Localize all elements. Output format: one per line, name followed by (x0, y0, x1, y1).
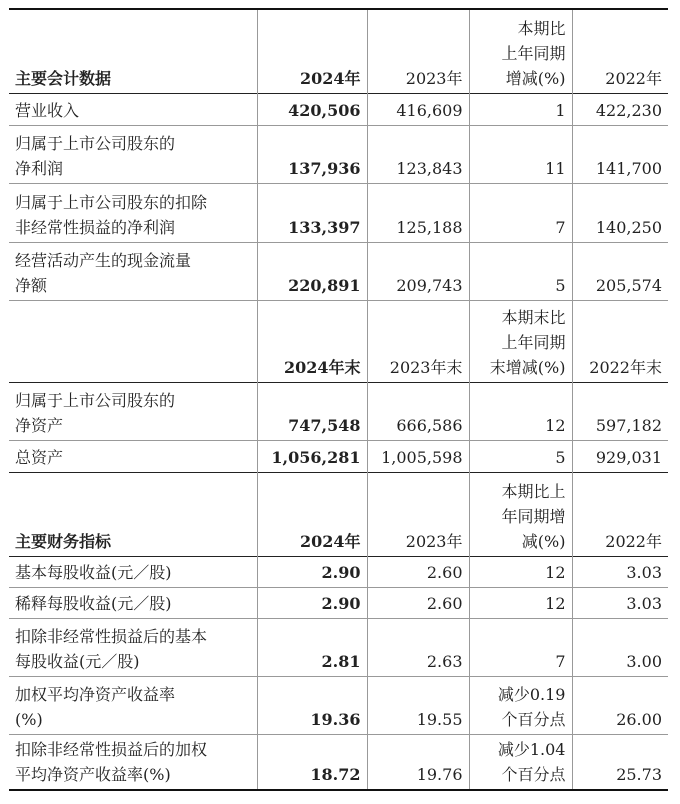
row-label (9, 676, 257, 734)
row-label-line: 平均净资产收益率(%) (15, 765, 171, 784)
value-2022: 205,574 (572, 242, 668, 300)
row-label-line: 总资产 (15, 447, 64, 467)
value-change (469, 676, 572, 734)
value-2024: 133,397 (257, 183, 367, 242)
row-label-line: 归属于上市公司股东的 (15, 133, 176, 153)
value-change: 5 (469, 242, 572, 300)
header-row (9, 472, 668, 556)
value-change-line: 12 (545, 593, 566, 613)
row-label (9, 618, 257, 676)
header-change-line: 减(%) (521, 531, 566, 551)
row-label (9, 556, 257, 587)
header-change-line: 增减(%) (505, 68, 566, 88)
row-label (9, 183, 257, 242)
value-2022: 26.00 (572, 676, 668, 734)
row-label-line: 非经常性损益的净利润 (15, 217, 176, 237)
financial-summary-table (9, 8, 668, 791)
value-2024: 2.81 (257, 618, 367, 676)
header-label-empty (9, 300, 257, 382)
table-row (9, 93, 668, 125)
row-label (9, 587, 257, 618)
row-label-line: 每股收益(元／股) (15, 651, 140, 671)
header-2023: 2023年 (367, 472, 469, 556)
row-label (9, 125, 257, 183)
header-row (9, 300, 668, 382)
row-label-line: 归属于上市公司股东的 (15, 390, 176, 410)
table-row (9, 734, 668, 790)
value-change (469, 587, 572, 618)
value-change-line: 个百分点 (501, 709, 566, 729)
header-label: 主要会计数据 (9, 9, 257, 93)
value-change-line: 7 (555, 651, 566, 671)
value-2024: 420,506 (257, 93, 367, 125)
header-change (469, 300, 572, 382)
value-2023: 125,188 (367, 183, 469, 242)
value-change: 7 (469, 183, 572, 242)
table-row (9, 242, 668, 300)
table-row (9, 587, 668, 618)
header-2023: 2023年末 (367, 300, 469, 382)
value-change: 12 (469, 382, 572, 440)
row-label-line: 归属于上市公司股东的扣除 (15, 192, 208, 212)
value-2024: 220,891 (257, 242, 367, 300)
table-row (9, 125, 668, 183)
header-change (469, 472, 572, 556)
value-change-line: 减少1.04 (497, 740, 566, 759)
value-2024: 2.90 (257, 556, 367, 587)
row-label-line: 扣除非经常性损益后的基本 (15, 626, 208, 646)
row-label (9, 734, 257, 790)
header-change-line: 本期比 (517, 18, 566, 38)
header-change-line: 上年同期 (501, 43, 566, 63)
row-label (9, 382, 257, 440)
value-change: 11 (469, 125, 572, 183)
row-label-line: 净资产 (15, 415, 64, 435)
row-label-line: 扣除非经常性损益后的加权 (15, 740, 208, 759)
value-2023: 19.76 (367, 734, 469, 790)
value-2024: 18.72 (257, 734, 367, 790)
row-label-line: 稀释每股收益(元／股) (15, 593, 172, 613)
value-2023: 2.60 (367, 556, 469, 587)
header-change-line: 上年同期 (501, 332, 566, 352)
table-row (9, 382, 668, 440)
header-label: 主要财务指标 (9, 472, 257, 556)
value-change-line: 12 (545, 562, 566, 582)
table-row (9, 556, 668, 587)
row-label (9, 93, 257, 125)
value-2023: 666,586 (367, 382, 469, 440)
value-2023: 2.60 (367, 587, 469, 618)
table-row (9, 676, 668, 734)
value-2024: 1,056,281 (257, 440, 367, 472)
value-2023: 123,843 (367, 125, 469, 183)
value-change (469, 734, 572, 790)
table-row (9, 183, 668, 242)
value-2022: 3.03 (572, 587, 668, 618)
value-2024: 137,936 (257, 125, 367, 183)
table-body (9, 9, 668, 790)
value-change: 5 (469, 440, 572, 472)
row-label-line: (%) (15, 709, 43, 729)
table-row (9, 440, 668, 472)
value-change-line: 个百分点 (501, 765, 566, 784)
value-2022: 25.73 (572, 734, 668, 790)
value-2022: 929,031 (572, 440, 668, 472)
header-change-line: 年同期增 (501, 506, 566, 526)
value-change (469, 618, 572, 676)
header-2024: 2024年 (257, 9, 367, 93)
header-change (469, 9, 572, 93)
value-2024: 2.90 (257, 587, 367, 618)
row-label-line: 净利润 (15, 158, 64, 178)
value-2023: 1,005,598 (367, 440, 469, 472)
financial-summary-table-wrapper (9, 8, 668, 791)
header-change-line: 本期末比 (501, 307, 566, 327)
header-2022: 2022年 (572, 472, 668, 556)
value-2022: 422,230 (572, 93, 668, 125)
value-2023: 209,743 (367, 242, 469, 300)
table-row (9, 618, 668, 676)
row-label-line: 基本每股收益(元／股) (15, 562, 172, 582)
header-2023: 2023年 (367, 9, 469, 93)
value-2023: 19.55 (367, 676, 469, 734)
header-2022: 2022年 (572, 9, 668, 93)
value-2022: 3.00 (572, 618, 668, 676)
value-2023: 2.63 (367, 618, 469, 676)
header-2024: 2024年末 (257, 300, 367, 382)
row-label-line: 营业收入 (15, 100, 80, 120)
value-2022: 141,700 (572, 125, 668, 183)
row-label-line: 加权平均净资产收益率 (15, 684, 176, 704)
row-label-line: 经营活动产生的现金流量 (15, 250, 192, 270)
header-change-line: 末增减(%) (489, 357, 566, 377)
value-change: 1 (469, 93, 572, 125)
row-label (9, 440, 257, 472)
value-2022: 3.03 (572, 556, 668, 587)
value-2022: 597,182 (572, 382, 668, 440)
value-2024: 747,548 (257, 382, 367, 440)
header-change-line: 本期比上 (501, 481, 566, 501)
value-2024: 19.36 (257, 676, 367, 734)
header-2024: 2024年 (257, 472, 367, 556)
header-row (9, 9, 668, 93)
value-2023: 416,609 (367, 93, 469, 125)
header-2022: 2022年末 (572, 300, 668, 382)
value-change (469, 556, 572, 587)
value-change-line: 减少0.19 (497, 684, 566, 704)
row-label-line: 净额 (15, 275, 48, 295)
value-2022: 140,250 (572, 183, 668, 242)
row-label (9, 242, 257, 300)
